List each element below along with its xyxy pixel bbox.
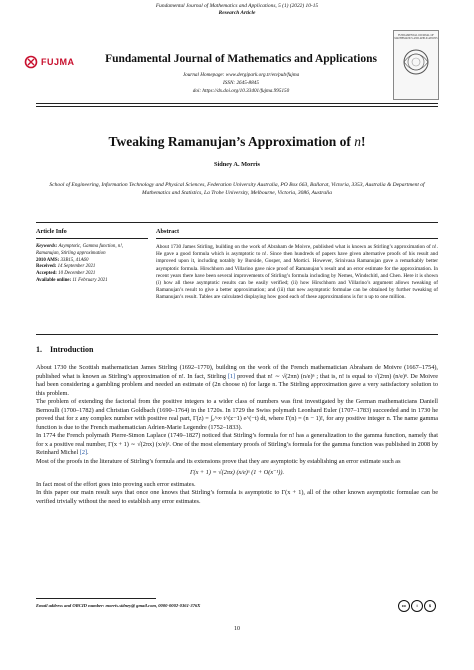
keywords-label: Keywords:: [36, 244, 58, 249]
paper-title-end: !: [361, 134, 366, 149]
msc-row: [36, 258, 136, 265]
cover-title: FUNDAMENTAL JOURNAL OF MATHEMATICS AND APPLICATIONS: [394, 34, 438, 41]
received-label: Received:: [36, 264, 57, 270]
author-name: Sidney A. Morris: [213, 161, 260, 168]
journal-doi[interactable]: doi: https://dx.doi.org/10.33401/fujma.995150: [192, 88, 290, 95]
header-article-type: Research Article: [218, 10, 256, 16]
journal-meta: [100, 71, 382, 96]
article-info-block: [36, 244, 136, 285]
journal-cover-image: [393, 30, 439, 100]
cc-license-badge[interactable]: [398, 599, 438, 612]
header-citation: Fundamental Journal of Mathematics and Applications, 5 (1) (2022) 10-15: [155, 3, 319, 9]
paper-title-math: n: [354, 134, 362, 149]
header-rule-top: [36, 103, 438, 104]
received-row: [36, 264, 136, 271]
accepted-row: [36, 271, 136, 278]
accepted-value: 10 December 2021: [58, 271, 96, 277]
paper-title-text: Tweaking Ramanujan’s Approximation of: [108, 134, 355, 149]
paragraph-3b: .: [87, 449, 89, 456]
page-number: 10: [234, 626, 240, 632]
citation-1[interactable]: [1]: [227, 372, 236, 380]
paragraph-1a: About 1730 the Scottish mathematician James Stirling (1692–1770), building on the work of the French mathematician Abraham de Moivre (1667–1754), published what is known as Stirling’s approximation of n!. In fact, Stirling: [36, 364, 438, 380]
paper-title: [36, 134, 438, 150]
header-rule-bottom: [36, 106, 438, 107]
nc-icon: $: [424, 600, 436, 612]
logo-text: FUJMA: [41, 57, 75, 67]
paragraph-3: [36, 432, 438, 458]
article-info-heading: Article Info: [36, 228, 67, 235]
paragraph-1: [36, 364, 438, 398]
author-affiliation: School of Engineering, Information Technology and Physical Sciences, Federation University Australia, PO Box 663, Ballarat, Victoria, 3353, Australia & Department of Mathematics and Statistics, La Trobe University, Melbourne, Victoria, 3086, Australia: [49, 182, 425, 197]
paragraph-2: The problem of extending the factorial from the positive integers to a wider class of numbers was first investigated by the German mathematicians Daniell Bernoulli (1700–1782) and Christian Goldbach (1690–1764) in the 1720s. In 1729 the Swiss polymath Leonhard Euler (1707–1783) succeeded and in 1730 he proved that for z any complex number with positive real part, Γ(z) = ∫₀^∞ t^(z−1) e^(−t) dt, where Γ(n) = (n − 1)!, for any positive integer n. The name gamma function is due to the French mathematician Adrien-Marie Legendre (1752–1833).: [36, 398, 438, 431]
paragraph-4: Most of the proofs in the literature of Stirling’s formula and its extensions prove that they are asymptotic by establishing an error estimate such as: [36, 457, 401, 465]
abstract-heading: Abstract: [156, 228, 180, 235]
keywords-row: [36, 244, 136, 258]
journal-homepage[interactable]: Journal Homepage: www.dergipark.org.tr/en/pub/fujma: [182, 72, 300, 78]
by-icon: i: [411, 600, 423, 612]
info-rule-mid-left: [36, 238, 148, 239]
body-text: [36, 364, 438, 506]
accepted-label: Accepted:: [36, 271, 57, 277]
display-equation: Γ(x + 1) = √(2πx) (x/e)ˣ (1 + O(x⁻¹)).: [189, 469, 285, 476]
info-rule-top: [36, 222, 438, 223]
citation-2[interactable]: [2]: [79, 449, 88, 456]
paragraph-1b: proved that n! ∼ √(2πn) (n/e)ⁿ ; that is, n! is equal to √(2πn) (n/e)ⁿ. De Moivre had been considering a gambling problem and needed an estimate of (2n choose n) for large n. The Stirling approximation gave a very satisfactory solution to this problem.: [36, 372, 439, 397]
online-value: 11 February 2021: [72, 277, 108, 283]
running-header: [0, 3, 474, 17]
journal-title: Fundamental Journal of Mathematics and Applications: [105, 53, 377, 65]
paragraph-6: In this paper our main result says that once one knows that Stirling’s formula is asymptotic to Γ(x + 1), all of the other known asymptotic formulae can be verified trivially without the need to establish any error estimates.: [36, 489, 438, 505]
cc-icon: cc: [398, 600, 410, 612]
paragraph-5: In fact most of the effort goes into proving such error estimates.: [36, 480, 196, 488]
section-number: 1.: [36, 345, 42, 354]
section-title: Introduction: [50, 345, 94, 354]
online-label: Available online:: [36, 277, 72, 283]
abstract-rule-bottom: [36, 334, 438, 335]
journal-issn: ISSN: 2645-8845: [223, 80, 259, 87]
abstract-text: About 1730 James Stirling, building on the work of Abraham de Moivre, published what is known as Stirling’s approximation of n!. He gave a good formula which is asymptotic to n!. Since then hundreds of papers have given alternative proofs of his result and improved upon it, including notably by Burside, Gosper, and Mortici. However, Srinivasa Ramanujan gave a remarkably better asymptotic formula. Hirschhorn and Villarino gave nice proof of Ramanujan’s result and an error estimate for the approximation. In recent years there have been several improvements of Stirling’s formula including by Nemes, Windschitl, and Chen. Here it is shown (i) how all these asymptotic results can be easily verified; (ii) how Hirschhorn and Villarino’s argument allows tweaking of Ramanujan’s result to give a better approximation; and (iii) that new asymptotic formulae can be obtained by further tweaking of Ramanujan’s result. Tables are calculated displaying how good each of these approximations is for n up to one million.: [156, 244, 438, 301]
contact-footnote: Email address and ORCID number: morris.sidney@ gmail.com, 0000-0002-0361-376X: [36, 603, 201, 608]
paragraph-3a: In 1774 the French polymath Pierre-Simon Laplace (1749–1827) noticed that Stirling’s formula for n! has a generalization to the gamma function, namely that for x a positive real number, Γ(x + 1) ∼ √(2πx) (x/e)ˣ. One of the most elementary proofs of Stirling’s formula for the gamma function was published in 2008 by Reinhard Michel: [36, 432, 438, 456]
msc-label: 2010 AMS:: [36, 257, 60, 263]
cover-spiral-icon: [394, 42, 438, 82]
fujma-logo: [24, 55, 75, 69]
msc-value: 33B15, 41A60: [60, 257, 89, 263]
keywords-value: Asymptotic, Gamma function, n!, Ramanujan, Stirling approximation: [36, 244, 124, 256]
online-row: [36, 278, 136, 285]
footer-rule: [36, 598, 156, 599]
received-value: 14 September 2021: [57, 264, 96, 270]
fujma-logo-icon: [24, 55, 38, 69]
section-heading: [36, 345, 93, 354]
info-rule-mid-right: [156, 238, 438, 239]
